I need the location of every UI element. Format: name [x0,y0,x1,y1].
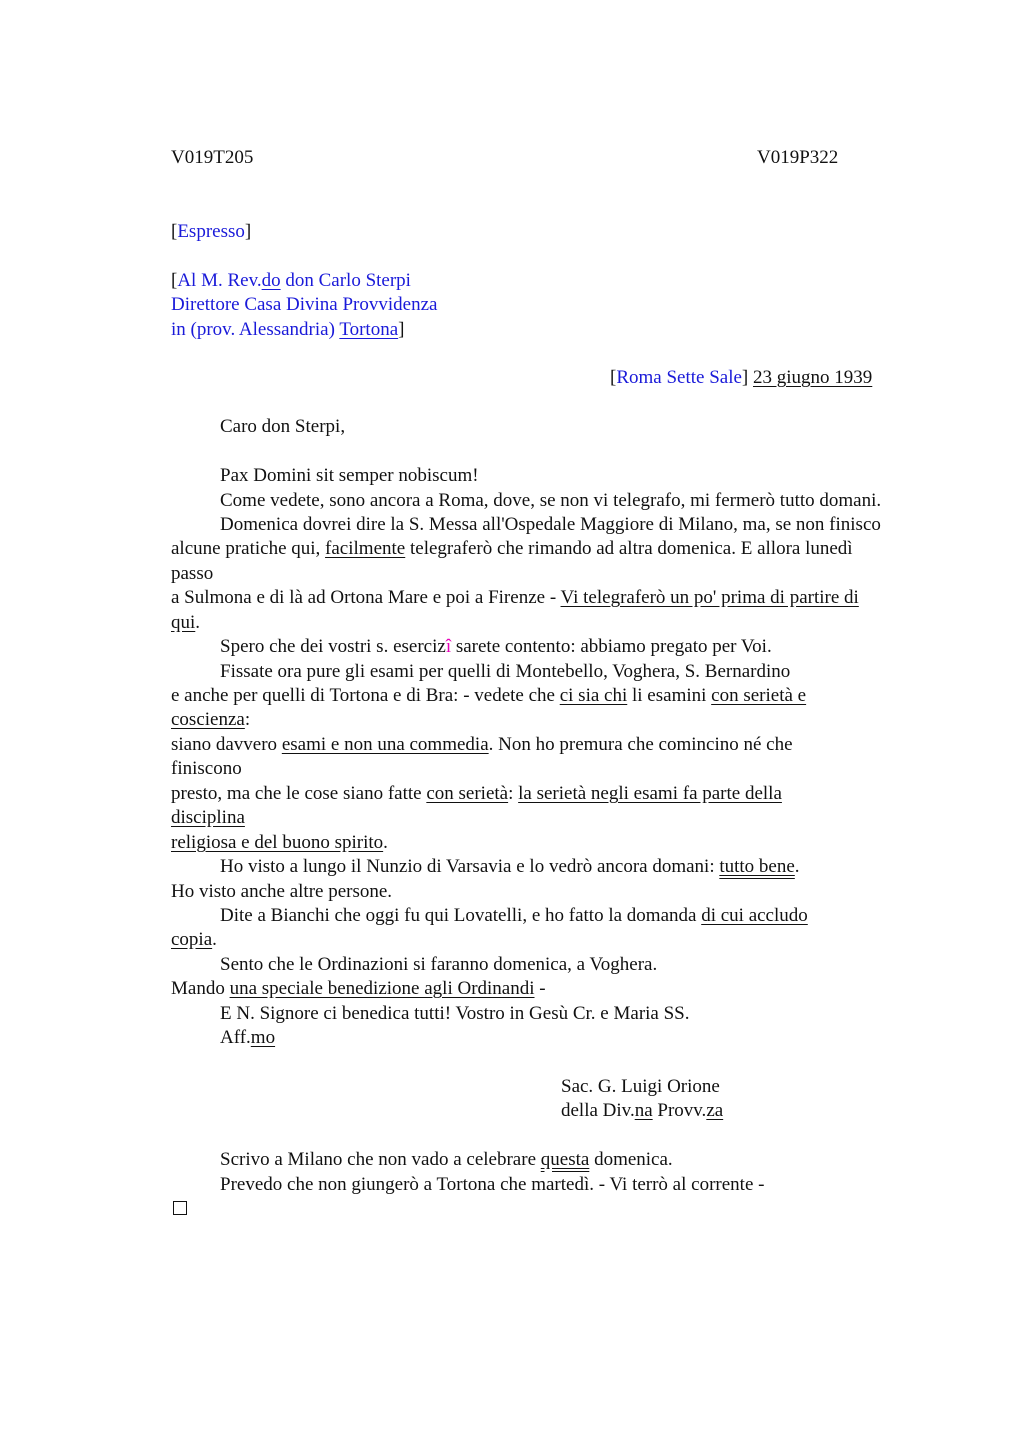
body-line: Ho visto a lungo il Nunzio di Varsavia e lo vedrò ancora domani: tutto bene. [220,856,800,877]
body-line: coscienza: [171,709,251,730]
signature-line-2: della Div.na Provv.za [561,1100,724,1121]
body-line: siano davvero esami e non una commedia. Non ho premura che comincino né che [171,734,793,755]
letter-date: 23 giugno 1939 [753,367,873,388]
body-line: disciplina [171,807,245,828]
address-line-1: [Al M. Rev.do don Carlo Sterpi [171,270,411,291]
body-line: passo [171,563,214,584]
body-line: alcune pratiche qui, facilmente telegraferò che rimando ad altra domenica. E allora lunedì [171,538,853,559]
body-line: Mando una speciale benedizione agli Ordinandi - [171,978,546,999]
body-line: qui. [171,612,201,633]
dateline: [Roma Sette Sale] 23 giugno 1939 [610,367,873,388]
body-line: Dite a Bianchi che oggi fu qui Lovatelli, e ho fatto la domanda di cui accludo [220,905,808,926]
body-line: Fissate ora pure gli esami per quelli di Montebello, Voghera, S. Bernardino [220,661,791,682]
body-line: presto, ma che le cose siano fatte con serietà: la serietà negli esami fa parte della [171,783,782,804]
body-line: a Sulmona e di là ad Ortona Mare e poi a Firenze - Vi telegraferò un po' prima di partire di [171,587,859,608]
body-line: Spero che dei vostri s. esercizî sarete contento: abbiamo pregato per Voi. [220,636,772,657]
empty-square-icon [173,1201,187,1215]
salutation: Caro don Sterpi, [220,416,346,437]
volume-code-left: V019T205 [171,147,254,168]
delivery-note: [Espresso] [171,221,252,242]
body-line: Sento che le Ordinazioni si faranno domenica, a Voghera. [220,954,658,975]
postscript-line: Prevedo che non giungerò a Tortona che martedì. - Vi terrò al corrente - [220,1174,765,1195]
body-line: finiscono [171,758,242,779]
espresso-label: Espresso [177,221,245,242]
volume-code-right: V019P322 [757,147,839,168]
postscript-line: Scrivo a Milano che non vado a celebrare questa domenica. [220,1149,673,1170]
body-line: Ho visto anche altre persone. [171,881,393,902]
address-line-2: Direttore Casa Divina Provvidenza [171,294,438,315]
address-line-3: in (prov. Alessandria) Tortona] [171,319,405,340]
body-line: copia. [171,929,217,950]
body-line: e anche per quelli di Tortona e di Bra: - vedete che ci sia chi li esamini con serietà e [171,685,807,706]
body-line: E N. Signore ci benedica tutti! Vostro in Gesù Cr. e Maria SS. [220,1003,690,1024]
body-line: Come vedete, sono ancora a Roma, dove, se non vi telegrafo, mi fermerò tutto domani. [220,490,882,511]
body-line: Pax Domini sit semper nobiscum! [220,465,479,486]
signature-line-1: Sac. G. Luigi Orione [561,1076,720,1097]
accent-mark: î [445,636,452,657]
body-line: religiosa e del buono spirito. [171,832,388,853]
body-line: Domenica dovrei dire la S. Messa all'Ospedale Maggiore di Milano, ma, se non finisco [220,514,881,535]
closing: Aff.mo [220,1027,276,1048]
